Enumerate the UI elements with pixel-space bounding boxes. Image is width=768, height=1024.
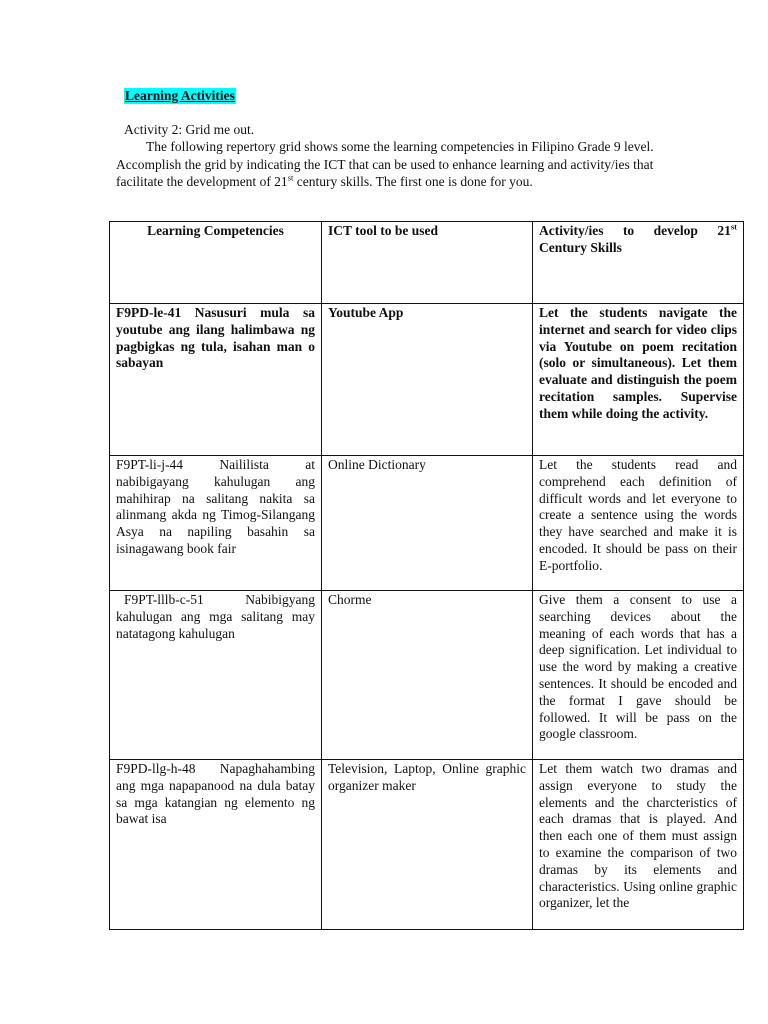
intro-superscript: st <box>287 172 294 183</box>
table-header-row <box>110 222 744 304</box>
intro-paragraph-text: The following repertory grid shows some the learning competencies in Filipino Grade 9 level. Accomplish the grid by indicating the ICT that can be used to enhance learning and activity/ies that facilitate the development of 21 <box>116 139 654 189</box>
table-row <box>110 304 744 456</box>
intro-text <box>116 121 656 190</box>
intro-paragraph-end: century skills. The first one is done for you. <box>293 173 533 189</box>
ict-cell: Youtube App <box>322 304 533 456</box>
competency-cell: F9PD-le-41 Nasusuri mula sa youtube ang ilang halimbawa ng pagbigkas ng tula, isahan man o sabayan <box>110 304 322 456</box>
competency-cell: F9PT-li-j-44 Naililista at nabibigayang kahulugan ang mahihirap na salitang nakita sa alinmang akda ng Timog-Silangang Asya na napiling basahin sa isinagawang book fair <box>110 456 322 591</box>
intro-paragraph <box>116 138 656 190</box>
competency-cell: F9PT-lllb-c-51 Nabibigyang kahulugan ang mga salitang may natatagong kahulugan <box>110 591 322 760</box>
activity-cell: Let the students navigate the internet and search for video clips via Youtube on poem recitation (solo or simultaneous). Let them evaluate and distinguish the poem recitation samples. Supervise them while doing the activity. <box>533 304 744 456</box>
ict-cell <box>322 760 533 930</box>
competency-cell <box>110 760 322 930</box>
header-activity-sup: st <box>730 221 737 232</box>
header-competencies: Learning Competencies <box>110 222 322 304</box>
table-row <box>110 591 744 760</box>
header-activity-text: Activity/ies to develop 21 <box>539 223 731 238</box>
header-activity-end: Century Skills <box>539 239 622 255</box>
repertory-grid <box>109 221 744 930</box>
table-row <box>110 456 744 591</box>
activity-cell: Give them a consent to use a searching devices about the meaning of each words that has a deep signification. Let individual to use the word by making a creative sentences. It should be encoded and the format I gave should be followed. It will be pass on the google classroom. <box>533 591 744 760</box>
table-row <box>110 760 744 930</box>
ict-cell: Chorme <box>322 591 533 760</box>
section-heading: Learning Activities <box>125 88 235 103</box>
ict-cell-text: Television, Laptop, Online graphic organizer maker <box>328 761 526 793</box>
activity-cell <box>533 760 744 930</box>
competency-cell-text: F9PD-llg-h-48 Napaghahambing ang mga napapanood na dula batay sa mga katangian ng elemento ng bawat isa <box>116 761 315 827</box>
header-ict: ICT tool to be used <box>322 222 533 304</box>
header-activity <box>533 222 744 304</box>
ict-cell: Online Dictionary <box>322 456 533 591</box>
activity-cell-text: Let them watch two dramas and assign everyone to study the elements and the charcteristics of each dramas that is played. And then each one of them must assign to examine the comparison of two dramas by its elements and characteristics. Using online graphic organizer, let the <box>539 761 737 911</box>
activity-title: Activity 2: Grid me out. <box>124 122 255 137</box>
activity-cell: Let the students read and comprehend each definition of difficult words and let everyone to create a sentence using the words they have searched and make it is encoded. It should be pass on their E-portfolio. <box>533 456 744 591</box>
